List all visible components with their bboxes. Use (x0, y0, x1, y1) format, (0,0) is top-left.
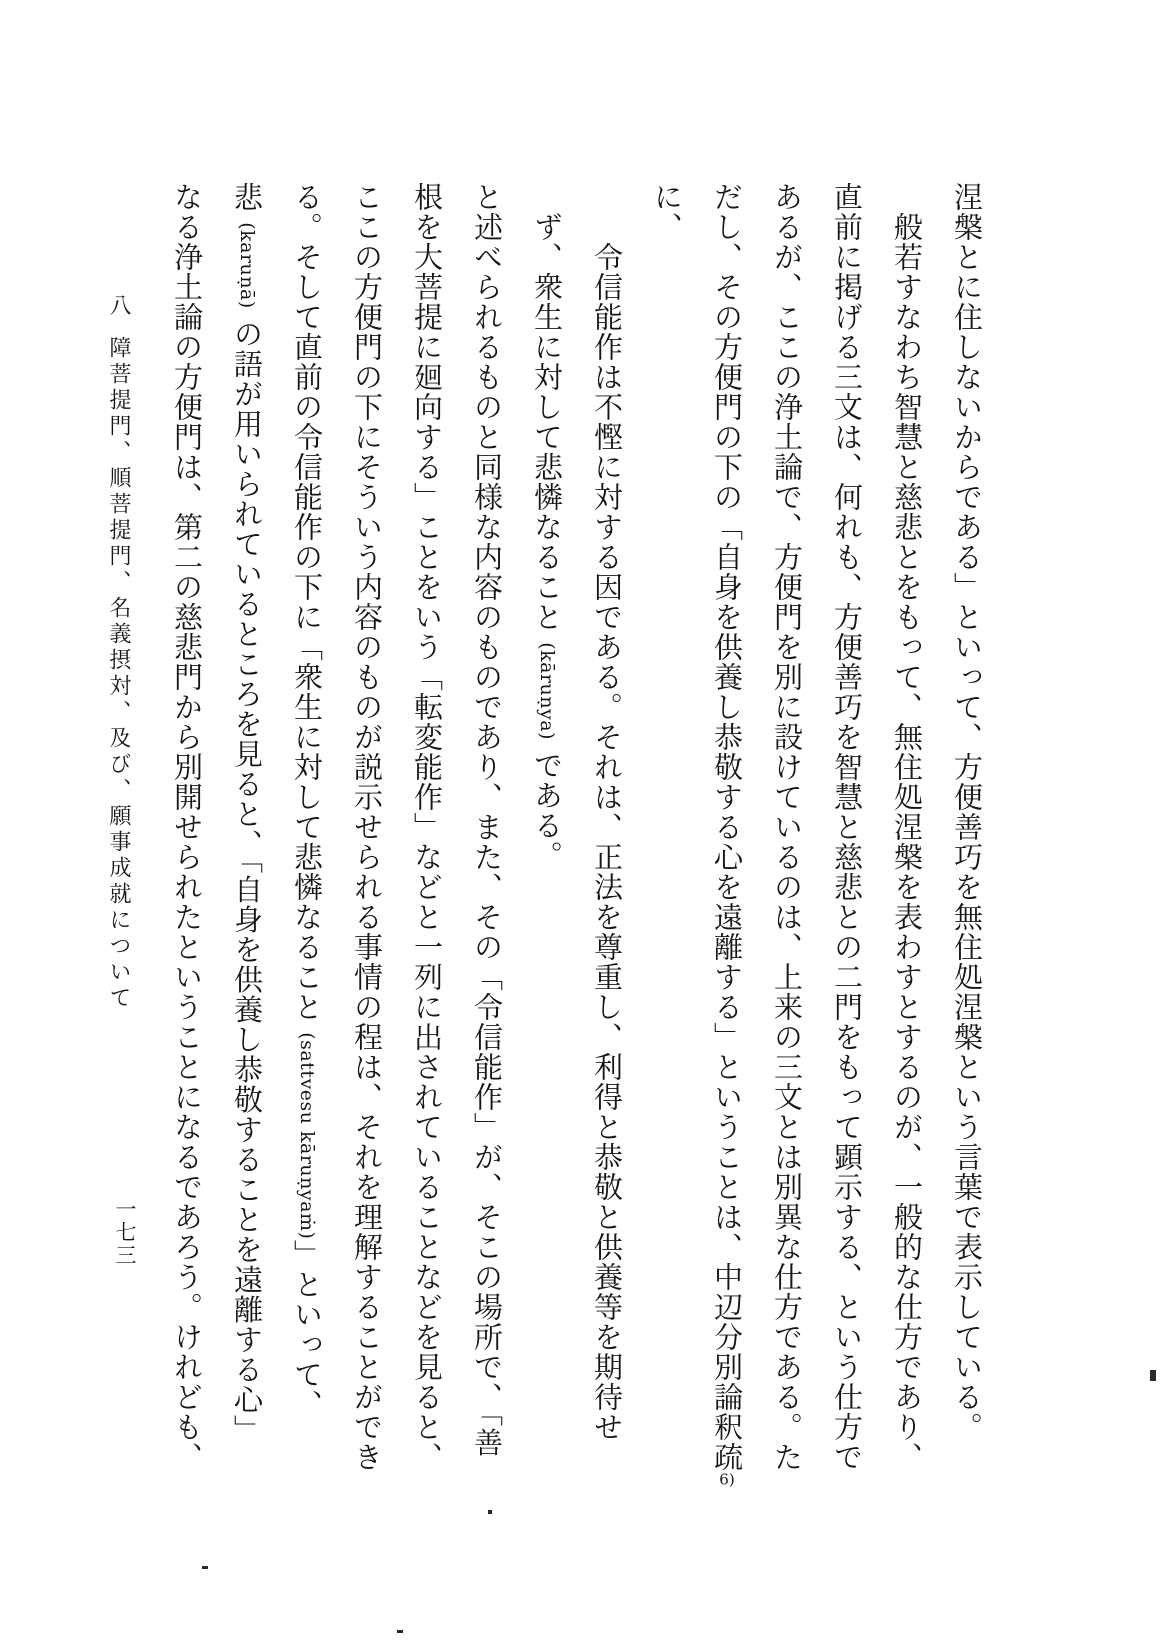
text-column: と述べられるものと同様な内容のものであり、また、その「令信能作」が、そこの場所で、「善 (470, 182, 504, 1458)
text-column: に、 (650, 182, 684, 242)
sanskrit-romanization: (sattvesu kāruṇyaṁ) (296, 1032, 318, 1240)
text-column: 直前に掲げる三文は、何れも、方便善巧を智慧と慈悲との二門をもって顕示する、という仕方で (830, 182, 864, 1472)
section-number: 八 (106, 294, 131, 320)
text-column: 根を大菩提に廻向する」ことをいう「転変能作」などと一列に出されていることなどを見ると、 (410, 182, 444, 1472)
sanskrit-romanization: (karuṇā) (236, 222, 258, 309)
scan-speck (202, 1566, 208, 1569)
text-column: ず、衆生に対して悲憐なること (kāruṇya) である。 (530, 212, 564, 871)
scan-speck (1150, 1370, 1156, 1381)
text-column: 令信能作は不慳に対する因である。それは、正法を尊重し、利得と恭敬と供養等を期待せ (590, 242, 624, 1442)
footnote-marker: 6) (719, 1472, 735, 1487)
text-column: なる浄土論の方便門は、第二の慈悲門から別開せられたということになるであろう。けれども、 (170, 182, 204, 1472)
page-number: 一七三 (113, 1198, 137, 1267)
sanskrit-romanization: (kāruṇya) (536, 642, 558, 741)
main-text-block (157, 182, 997, 1504)
scan-speck (397, 1630, 403, 1633)
text-column: 涅槃とに住しないからである」といって、方便善巧を無住処涅槃という言葉で表示している。 (950, 182, 984, 1442)
text-column: 悲 (karuṇā) の語が用いられているところを見ると、「自身を供養し恭敬することを遠離する心」 (230, 182, 264, 1445)
text-column: あるが、ここの浄土論で、方便門を別に設けているのは、上来の三文とは別異な仕方である。た (770, 182, 804, 1472)
scan-speck (488, 1510, 492, 1514)
text-column: る。そして直前の令信能作の下に「衆生に対して悲憐なること (sattvesu kāruṇyaṁ)」といって、 (290, 182, 324, 1420)
running-title-text: 障菩提門、順菩提門、名義摂対、及び、願事成就について (106, 336, 131, 1012)
text-column: だし、その方便門の下の「自身を供養し恭敬する心を遠離する」ということは、中辺分別論釈疏6) (710, 182, 744, 1487)
text-column: ここの方便門の下にそういう内容のものが説示せられる事情の程は、それを理解することができ (350, 182, 384, 1472)
running-title (103, 294, 133, 1012)
text-column: 般若すなわち智慧と慈悲とをもって、無住処涅槃を表わすとするのが、一般的な仕方であり、 (890, 212, 924, 1472)
